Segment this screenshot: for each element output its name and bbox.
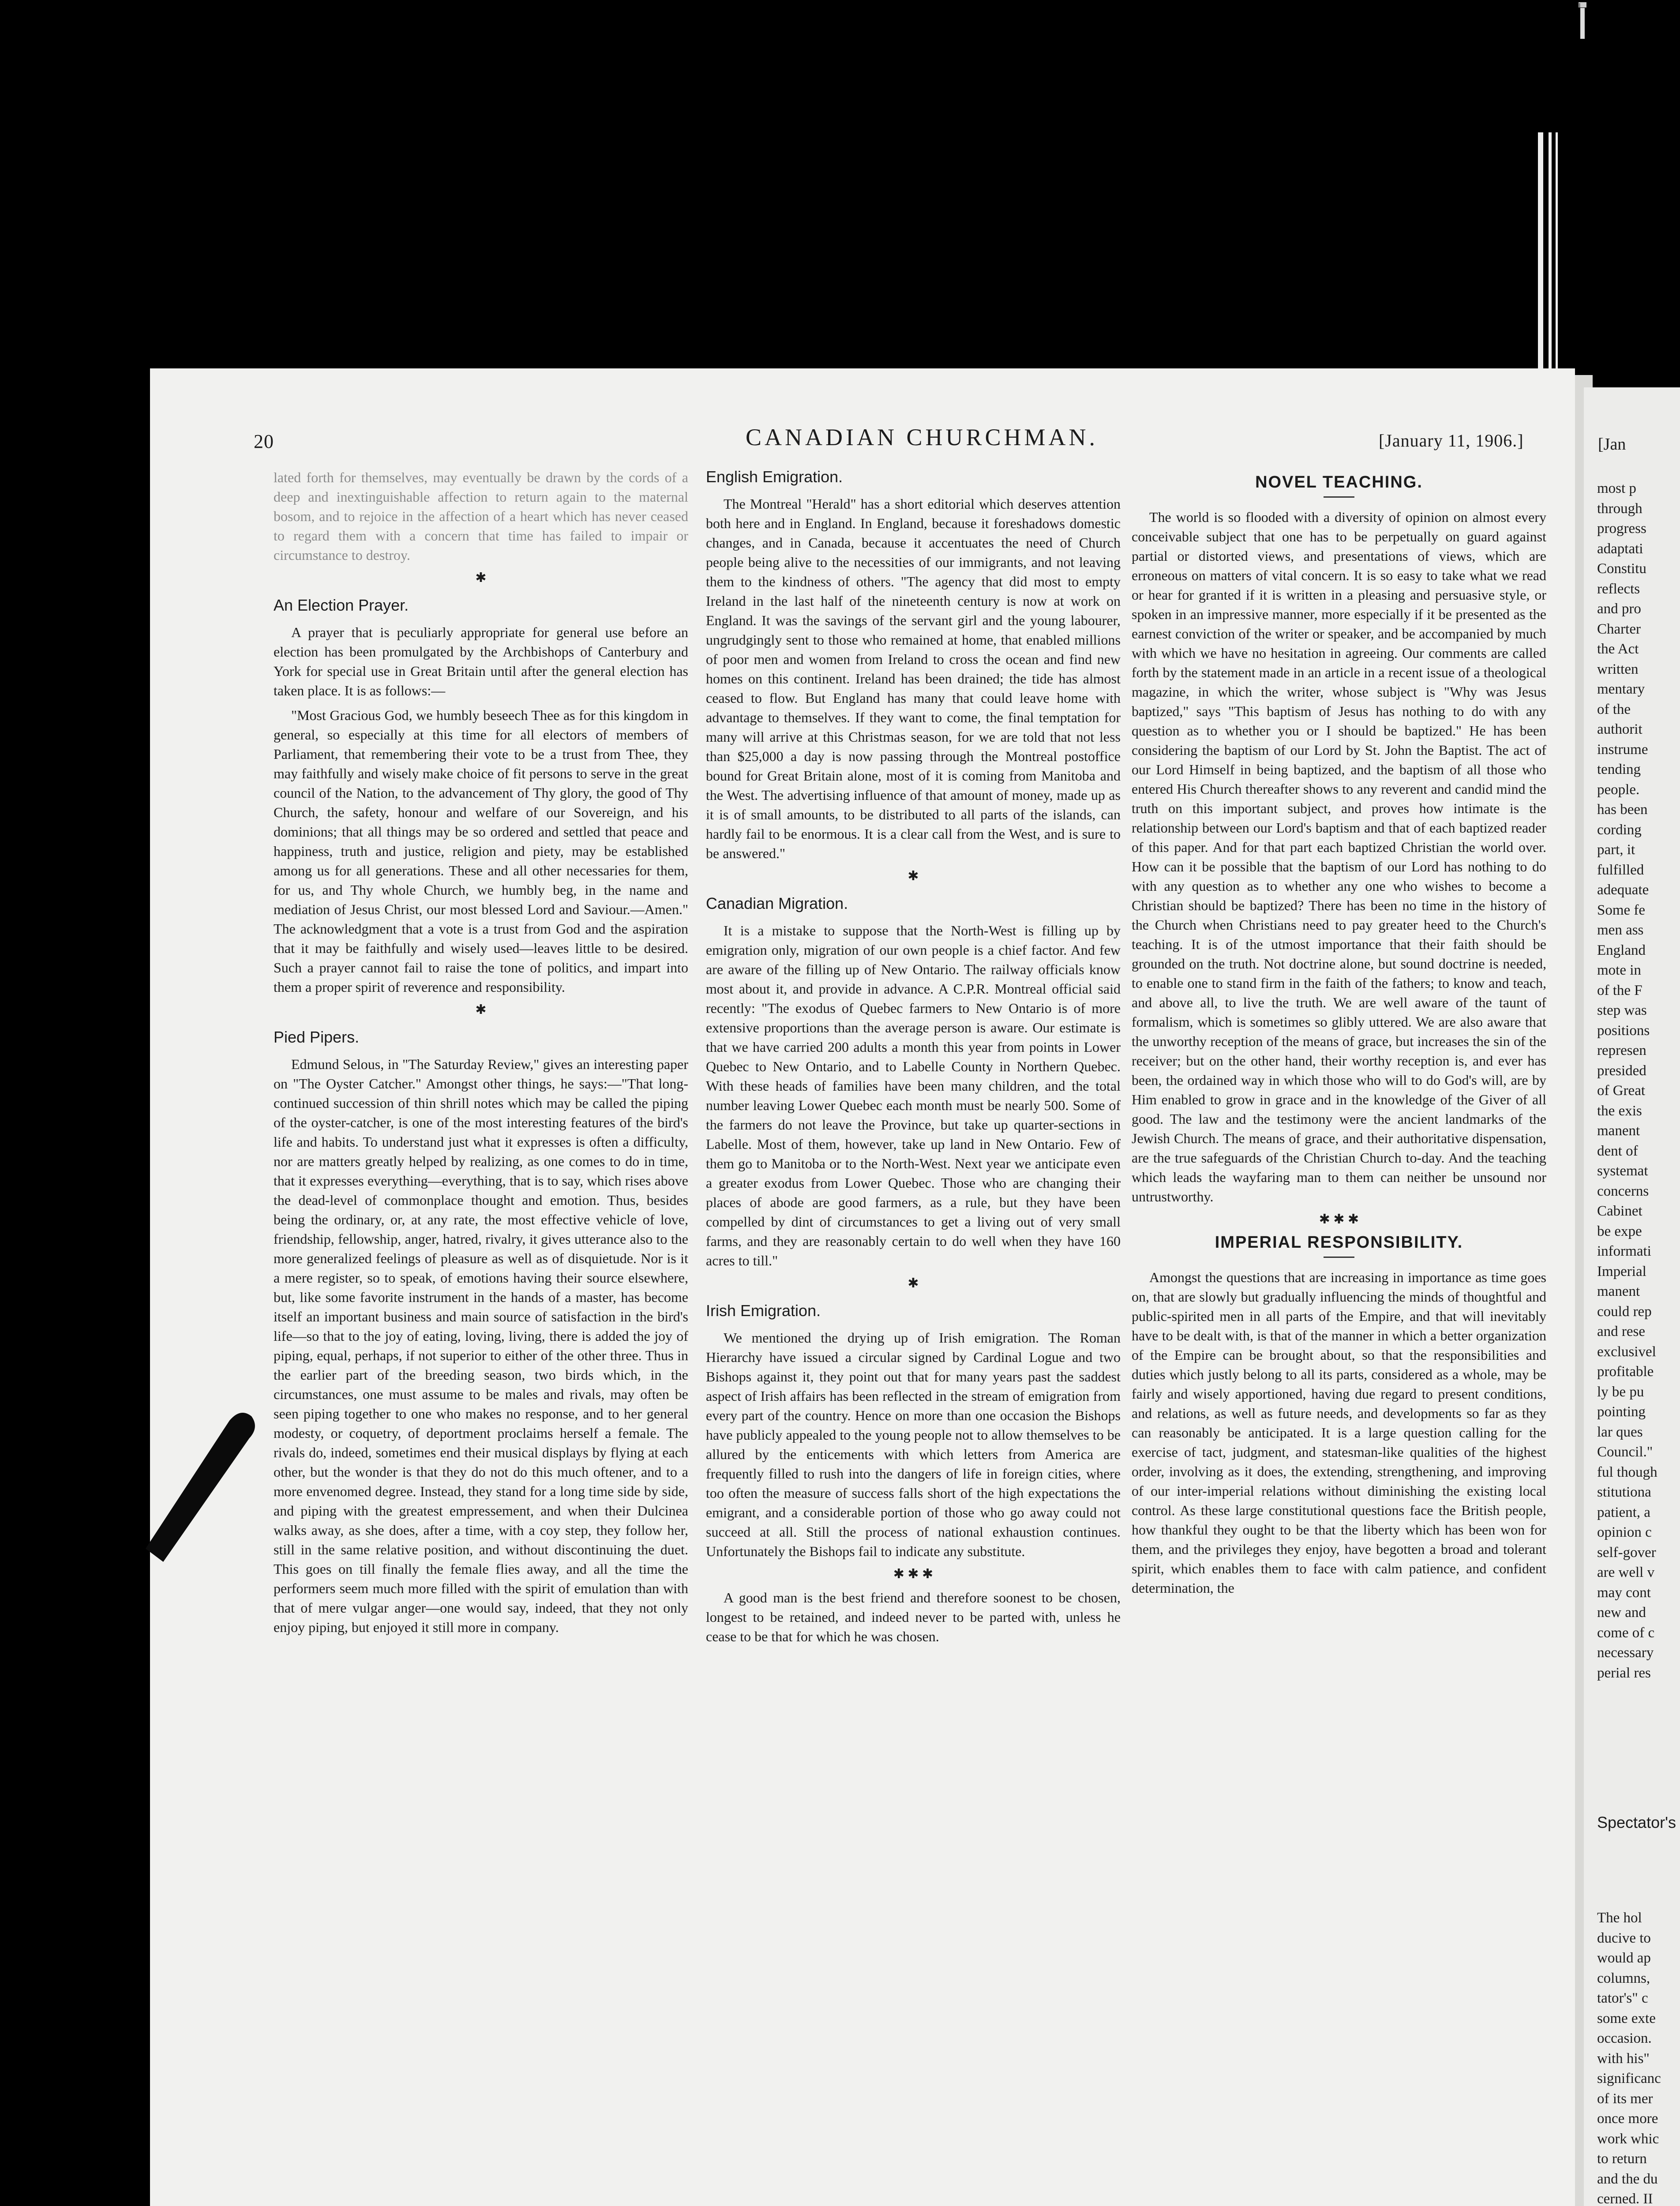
section-ornament: ✱ xyxy=(908,1276,919,1291)
column-1 xyxy=(274,468,688,1642)
next-page-line: perial res xyxy=(1597,1665,1651,1681)
next-page-line: Constitu xyxy=(1597,561,1646,577)
section-ornament: ✱ xyxy=(908,869,919,883)
election-paragraph: A prayer that is peculiarly appropriate for general use before an election has been promulgated by the Archbishops of Canterbury and York for special use in Great Britain until after the general election has taken place. It is as follows:— xyxy=(274,624,688,698)
next-page-line: once more xyxy=(1597,2111,1658,2127)
next-page-line: people. xyxy=(1597,781,1640,798)
imperial-responsibility-paragraph: Amongst the questions that are increasing in importance as time goes on, that are slowly but gradually influencing the minds of thoughtful and public-spirited men in all parts of the Empire, and that will inevitably have to be dealt with, is that of the manner in which a better organization of the Empire can be brought about, so that the responsibilities and duties which justly belong to all its parts, considered as a whole, may be fairly and wisely apportioned, having due regard to present conditions, and relations, as well as future needs, and developments so far as they can reasonably be anticipated. It is a large question calling for the exercise of tact, judgment, and statesman-like qualities of the highest order, involving as it does, the extending, strengthening, and improving of our inter-imperial relations without diminishing the existing local control. As these large constitutional questions face the British people, how thankful they ought to be that the liberty which has been won for them, and the privileges they enjoy, have begotten a broad and tolerant spirit, which enables them to face with calm patience, and confident determination, the xyxy=(1132,1269,1546,1596)
election-paragraph: "Most Gracious God, we humbly beseech Thee as for this kingdom in general, so especially at this time for all electors of members of Parliament, that remembering their vote to be a trust from Thee, they may faithfully and wisely make choice of fit persons to serve in the great council of the Nation, to the advancement of Thy glory, the good of Thy Church, the safety, honour and welfare of our Sovereign, and his dominions; that all things may be so ordered and settled that peace and happiness, truth and justice, religion and piety, may be established among us for all generations. These and all other necessaries for them, for us, and Thy whole Church, we humbly beg, in the name and mediation of Jesus Christ, our most blessed Lord and Saviour.—Amen." The acknowledgment that a vote is a trust from God and the aspiration that it may be faithfully and wisely used—leaves little to be desired. Such a prayer cannot fail to raise the tone of politics, and impart into them a proper spirit of reverence and responsibility. xyxy=(274,707,688,995)
next-page-line: systemat xyxy=(1597,1163,1648,1179)
next-page-line: manent xyxy=(1597,1283,1640,1299)
next-page-line: reflects xyxy=(1597,581,1640,597)
next-page-line: new and xyxy=(1597,1605,1646,1621)
next-page-line: concerns xyxy=(1597,1183,1649,1199)
next-page-line: come of c xyxy=(1597,1624,1655,1641)
pied-pipers-heading: Pied Pipers. xyxy=(274,1028,360,1046)
next-page-line: presided xyxy=(1597,1062,1646,1079)
pied-pipers-paragraph: Edmund Selous, in "The Saturday Review," gives an interesting paper on "The Oyster Catcher." Amongst other things, he says:—"That long-continued succession of thin shrill notes which may be called the piping of the oyster-catcher, is one of the most interesting features of the bird's life and habits. To understand just what it expresses is often a difficulty, nor are matters greatly helped by realizing, as one comes to do in time, that it expresses everything—everything, that is to say, which rises above the dead-level of commonplace thought and emotion. Thus, besides being the ordinary, or, at any rate, the most effective vehicle of love, friendship, fellowship, anger, hatred, rivalry, it gives utterance also to the more generalized feelings of pleasure as well as of disquietude. Nor is it a mere register, so to speak, of emotions having their source elsewhere, but, like some favorite instrument in the hands of a master, has become itself an important business and main source of satisfaction in the bird's life—so that to the joy of eating, loving, living, there is added the joy of piping, equal, perhaps, if not superior to either of the other three. Thus in the earlier part of the breeding season, two birds which, in the circumstances, one must assume to be males and rivals, may often be seen piping together to one who makes no response, and to her general modesty, or coquetry, of deportment proclaims herself a female. The rivals do, indeed, sometimes end their musical displays by flying at each other, but the wonder is that they do not do this much oftener, and to a more envenomed degree. Instead, they stand for a long time side by side, and piping with the greatest empressement, and when their Dulcinea walks away, as she does, after a time, with a coy step, they follow her, still in the same relative position, and without discontinuing the duet. This goes on till finally the female flies away, and all the time the performers seem much more filled with the spirit of emulation than with that of mere vulgar anger—one would say, indeed, that they not only enjoy piping, but enjoyed it still more in company. xyxy=(274,1056,688,1635)
next-page-line: are well v xyxy=(1597,1564,1655,1580)
next-page-line: occasion. xyxy=(1597,2030,1652,2046)
next-page-line: Charter xyxy=(1597,621,1641,637)
next-page-line: and the du xyxy=(1597,2171,1658,2187)
irish-emigration-heading: Irish Emigration. xyxy=(706,1302,821,1320)
next-page-line: self-gover xyxy=(1597,1544,1656,1561)
next-page-line: and pro xyxy=(1597,601,1641,617)
issue-date: [January 11, 1906.] xyxy=(1379,431,1524,450)
english-emigration-paragraph: The Montreal "Herald" has a short editorial which deserves attention both here and in England. In England, because it foreshadows domestic changes, and in Canada, because it accentuates the need of Church people being alive to the necessities of our immigrants, and not leaving them to the kindness of others. "The agency that did most to empty Ireland in the last half of the nineteenth century is now at work on England. It was the savings of the servant girl and the young labourer, ungrudgingly sent to those who remained at home, that enabled millions of poor men and women from Ireland to cross the ocean and find new homes on this continent. Ireland has been drained; the tide has almost ceased to flow. But England has many that could leave home with advantage to themselves. If they want to come, the final temptation for many will arrive at this Christmas season, for we are told that not less than $25,000 a day is now passing through the Montreal postoffice bound for Great Britain alone, most of it is coming from Manitoba and the West. The advertising influence of that amount of money, made up as it is of small amounts, to be distributed to all parts of the islands, can hardly fail to be enormous. It is a clear call from the West, and is sure to be answered." xyxy=(706,496,1121,861)
next-page-line: and rese xyxy=(1597,1324,1646,1339)
next-page-line: profitable xyxy=(1597,1364,1654,1380)
next-page-line: mentary xyxy=(1597,681,1645,697)
next-page-line: through xyxy=(1597,500,1642,517)
next-page-line: of the xyxy=(1597,701,1631,717)
closing-paragraph: A good man is the best friend and therefore soonest to be chosen, longest to be retained, and indeed never to be parted with, unless he cease to be that for which he was chosen. xyxy=(706,1590,1121,1644)
next-page-header: [Jan xyxy=(1598,435,1626,454)
next-page-line: adequate xyxy=(1597,882,1649,898)
next-page-line: columns, xyxy=(1597,1970,1650,1986)
column-3 xyxy=(1132,468,1546,1603)
canadian-migration-paragraph: It is a mistake to suppose that the North-West is filling up by emigration only, migration of our own people is a chief factor. And few are aware of the filling up of New Ontario. The railway officials know most about it, and provide in advance. A C.P.R. Montreal official said recently: "The exodus of Quebec farmers to New Ontario is of more extensive proportions than the average person is aware. Our estimate is that we have carried 200 adults a month this year from points in Lower Quebec to New Ontario, and to Labelle County in Northern Quebec. With these heads of families have been many children, and the total number leaving Lower Quebec each month must be nearly 500. Some of the farmers do not leave the Province, but take up quarter-sections in Labelle. Most of them, however, take up land in New Ontario. Few of them go to Manitoba or to the North-West. Next year we anticipate even a greater exodus from Lower Quebec. Those who are changing their places of abode are good farmers, as a rule, but they have been compelled by dint of circumstances to get a living out of very small farms, and they are reasonably certain to do well when they have 160 acres to till." xyxy=(706,923,1121,1268)
next-page-line: tator's" c xyxy=(1597,1990,1648,2006)
canadian-migration-heading: Canadian Migration. xyxy=(706,894,848,912)
next-page-line: of the F xyxy=(1597,982,1642,998)
next-page-line: dent of xyxy=(1597,1143,1638,1159)
next-page-line: could rep xyxy=(1597,1303,1652,1320)
next-page-line: exclusivel xyxy=(1597,1343,1656,1360)
next-page-line: would ap xyxy=(1597,1950,1651,1966)
next-page-line: may cont xyxy=(1597,1584,1651,1601)
next-page-line: lar ques xyxy=(1597,1424,1643,1440)
next-page-line: Council." xyxy=(1597,1444,1653,1460)
next-page-line: progress xyxy=(1597,521,1646,536)
next-page-line: part, it xyxy=(1597,842,1635,858)
next-page-line: be expe xyxy=(1597,1223,1642,1239)
next-page-line: positions xyxy=(1597,1022,1650,1039)
next-page-line: to return xyxy=(1597,2151,1647,2167)
next-page-line: adaptati xyxy=(1597,540,1643,557)
page-number: 20 xyxy=(254,431,274,452)
column-2 xyxy=(706,468,1121,1651)
intro-paragraph: lated forth for themselves, may eventually be drawn by the cords of a deep and inextinguishable affection to return again to the maternal bosom, and to rejoice in the affection of a heart which has never ceased to regard them with a concern that time has failed to impair or circumstance to destroy. xyxy=(274,469,688,563)
next-page-line: cerned. II xyxy=(1597,2191,1653,2206)
irish-emigration-paragraph: We mentioned the drying up of Irish emigration. The Roman Hierarchy have issued a circular signed by Cardinal Logue and two Bishops against it, they point out that for many years past the saddest aspect of Irish affairs has been reflected in the stream of emigration from every part of the country. Hence on more than one occasion the Bishops have publicly appealed to the young people not to allow themselves to be allured by the enticements with which letters from America are frequently filled to rush into the dangers of life in foreign cities, where too often the measure of success falls short of the high expectations the emigrant, and a considerable portion of those who go away could not succeed at all. Still the process of national exhaustion continues. Unfortunately the Bishops fail to indicate any substitute. xyxy=(706,1330,1121,1559)
next-page-line: England xyxy=(1597,942,1646,958)
next-page-line: tending xyxy=(1597,762,1641,777)
next-page-line: fulfilled xyxy=(1597,862,1644,878)
triple-ornament: ✱ ✱ ✱ xyxy=(893,1567,934,1581)
election-prayer-heading: An Election Prayer. xyxy=(274,596,409,614)
novel-teaching-heading: NOVEL TEACHING. xyxy=(1255,473,1423,491)
next-page-line: the exis xyxy=(1597,1103,1642,1119)
next-page-line: necessary xyxy=(1597,1645,1654,1661)
next-page-line: informati xyxy=(1597,1243,1651,1259)
next-page-line: most p xyxy=(1597,480,1636,496)
next-page-line: stitutiona xyxy=(1597,1484,1651,1500)
next-page-line: work whic xyxy=(1597,2131,1659,2147)
masthead-title: CANADIAN CHURCHMAN. xyxy=(746,424,1099,450)
next-page-line: Imperial xyxy=(1597,1263,1646,1279)
next-page-line: ducive to xyxy=(1597,1930,1651,1946)
heading-rule xyxy=(1324,1257,1354,1258)
next-page-line: Some fe xyxy=(1597,902,1646,918)
next-page-line: opinion c xyxy=(1597,1524,1652,1540)
next-page-line: has been xyxy=(1597,802,1648,818)
next-page-line: the Act xyxy=(1597,641,1639,657)
pen-shadow xyxy=(146,1403,260,1562)
next-page-heading: Spectator's xyxy=(1597,1813,1676,1831)
staple-mark: ‖ xyxy=(1557,0,1610,53)
section-ornament: ✱ xyxy=(475,1002,487,1017)
next-page-line: of its mer xyxy=(1597,2090,1653,2107)
next-page-line: patient, a xyxy=(1597,1504,1650,1520)
novel-teaching-paragraph: The world is so flooded with a diversity of opinion on almost every conceivable subject that one has to be perpetually on guard against partial or distorted views, and presentations of views, which are erroneous on matters of vital concern. It is so easy to take what we read or hear for granted if it is written in a pleasing and persuasive style, or spoken in an impressive manner, more especially if it be presented as the earnest conviction of the writer or speaker, and be accompanied by much with which we have no hesitation in agreeing. Our comments are called forth by the statement made in an article in a recent issue of a theological magazine, in which the writer, whose subject is "Why was Jesus baptized," says "This baptism of Jesus has nothing to do with any question as to whether you or I should be baptized." He has been considering the baptism of our Lord by St. John the Baptist. The act of our Lord Himself in being baptized, and the baptism of all those who entered His Church thereafter shows to any reverent and candid mind the truth on this important subject, and proves how intimate is the relationship between our Lord's baptism and that of each baptized reader of this paper. And for that part each baptized Christian the world over. How can it be possible that the baptism of our Lord has nothing to do with any question as to whether any one who wishes to become a Christian should be baptized? There has been no time in the history of the Church when Christians need to pay greater heed to the Church's teaching. It is of the utmost importance that their faith should be grounded on the truth. Not doctrine alone, but sound doctrine is needed, to enable one to stand firm in the faith of the fathers; to know and teach, and above all, to live the truth. We are well aware of the taunt of formalism, which is sometimes so glibly uttered. We are also aware that the unworthy reception of the means of grace, but increases the sin of the receiver; but on the other hand, their worthy reception is, and ever has been, the ordained way in which those who will to do God's will, are by Him enabled to grow in grace and in the knowledge of the Giver of all good. The law and the testimony were the ancient landmarks of the Jewish Church. The means of grace, and their authoritative dispensation, are the true safeguards of the Christian Church to-day. And the teaching which leads the wayfaring man to them can neither be unsound nor untrustworthy. xyxy=(1132,509,1546,1204)
next-page-line: some exte xyxy=(1597,2010,1656,2026)
next-page-line: represen xyxy=(1597,1043,1646,1058)
next-page-line: significanc xyxy=(1597,2071,1661,2086)
next-page-line: pointing xyxy=(1597,1404,1646,1420)
next-page-line: ly be pu xyxy=(1597,1384,1644,1400)
intro-faded xyxy=(274,468,688,565)
english-emigration-heading: English Emigration. xyxy=(706,468,843,486)
triple-ornament: ✱ ✱ ✱ xyxy=(1319,1212,1359,1227)
next-page-line: authorit xyxy=(1597,721,1642,737)
heading-rule xyxy=(1324,496,1354,498)
next-page-line: cording xyxy=(1597,822,1642,838)
next-page-line: written xyxy=(1597,661,1639,677)
next-page-line: Cabinet xyxy=(1597,1203,1642,1219)
next-page-line: step was xyxy=(1597,1002,1647,1018)
imperial-responsibility-heading: IMPERIAL RESPONSIBILITY. xyxy=(1215,1233,1463,1252)
section-ornament: ✱ xyxy=(475,570,487,585)
next-page-line: with his" xyxy=(1597,2050,1650,2067)
next-page-column-b xyxy=(1597,1908,1680,2206)
next-page-column-a xyxy=(1597,479,1680,1683)
next-page-line: men ass xyxy=(1597,922,1644,938)
next-page-line: manent xyxy=(1597,1123,1640,1139)
next-page-line: The hol xyxy=(1597,1910,1642,1926)
next-page-line: of Great xyxy=(1597,1083,1646,1099)
next-page-line: mote in xyxy=(1597,962,1641,978)
next-page-line: ful though xyxy=(1597,1464,1658,1480)
next-page-line: instrume xyxy=(1597,741,1648,758)
